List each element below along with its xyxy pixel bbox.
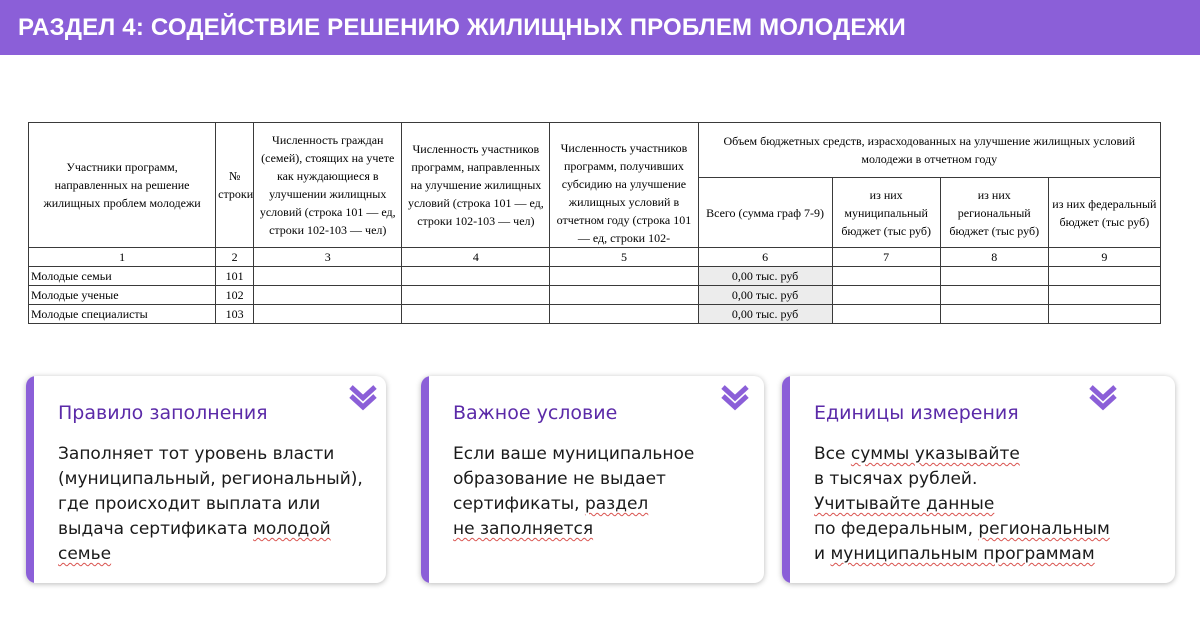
municipal-cell[interactable] [832, 286, 940, 305]
column-number-row [29, 248, 1161, 267]
total-cell: 0,00 тыс. руб [698, 305, 832, 324]
table-row [29, 267, 1161, 286]
municipal-cell[interactable] [832, 267, 940, 286]
regional-cell[interactable] [940, 286, 1048, 305]
info-card-units [782, 376, 1175, 583]
column-number: 4 [402, 248, 550, 267]
card-title: Правило заполнения [58, 402, 268, 424]
federal-cell[interactable] [1048, 286, 1160, 305]
column-number: 7 [832, 248, 940, 267]
regional-cell[interactable] [940, 267, 1048, 286]
column-number: 6 [698, 248, 832, 267]
row-name: Молодые специалисты [29, 305, 216, 324]
total-cell: 0,00 тыс. руб [698, 267, 832, 286]
municipal-cell[interactable] [832, 305, 940, 324]
chevron-down-icon[interactable] [348, 384, 378, 412]
row-code: 103 [216, 305, 254, 324]
header-budget-group: Объем бюджетных средств, израсходованных на улучшение жилищных условий молодежи в отчетном году [698, 123, 1160, 178]
card-text: Если ваше муниципальное образование не выдает сертификаты, раздел не заполняется [453, 444, 695, 539]
section-banner [0, 0, 1200, 55]
program-participants-cell[interactable] [402, 286, 550, 305]
program-participants-cell[interactable] [402, 305, 550, 324]
federal-cell[interactable] [1048, 267, 1160, 286]
column-number: 1 [29, 248, 216, 267]
column-number: 2 [216, 248, 254, 267]
header-municipal: из них муниципальный бюджет (тыс руб) [832, 178, 940, 248]
federal-cell[interactable] [1048, 305, 1160, 324]
table-row [29, 286, 1161, 305]
header-regional: из них региональный бюджет (тыс руб) [940, 178, 1048, 248]
row-name: Молодые ученые [29, 286, 216, 305]
header-total: Всего (сумма граф 7-9) [698, 178, 832, 248]
citizens-cell[interactable] [254, 305, 402, 324]
citizens-cell[interactable] [254, 267, 402, 286]
card-text: Заполняет тот уровень власти (муниципальный, региональный), где происходит выплата или выдача сертификата молодой семье [58, 444, 363, 564]
housing-form-table [28, 122, 1161, 324]
subsidy-recipients-cell[interactable] [550, 286, 698, 305]
row-code: 102 [216, 286, 254, 305]
table-row [29, 305, 1161, 324]
chevron-down-icon[interactable] [720, 384, 750, 412]
info-card-fill-rule [26, 376, 386, 583]
card-text: Все суммы указывайте в тысячах рублей. Учитывайте данные по федеральным, региональным и муниципальным программам [814, 444, 1110, 564]
program-participants-cell[interactable] [402, 267, 550, 286]
column-number: 3 [254, 248, 402, 267]
citizens-cell[interactable] [254, 286, 402, 305]
header-participants: Участники программ, направленных на решение жилищных проблем молодежи [29, 123, 216, 248]
subsidy-recipients-cell[interactable] [550, 305, 698, 324]
card-accent-bar [782, 376, 790, 583]
column-number: 5 [550, 248, 698, 267]
regional-cell[interactable] [940, 305, 1048, 324]
total-cell: 0,00 тыс. руб [698, 286, 832, 305]
card-title: Важное условие [453, 402, 618, 424]
header-subsidy-recipients-text: Численность участников программ, получивших субсидию на улучшение жилищных условий в отчетном году (строка 101 — ед, строки 102- [556, 141, 692, 245]
card-title: Единицы измерения [814, 402, 1019, 424]
subsidy-recipients-cell[interactable] [550, 267, 698, 286]
card-accent-bar [26, 376, 34, 583]
row-name: Молодые семьи [29, 267, 216, 286]
column-number: 9 [1048, 248, 1160, 267]
header-program-participants: Численность участников программ, направленных на улучшение жилищных условий (строка 101 — ед, строки 102-103 — чел) [402, 123, 550, 248]
info-card-important [421, 376, 764, 583]
header-line-no: № строки [216, 123, 254, 248]
row-code: 101 [216, 267, 254, 286]
header-federal: из них федеральный бюджет (тыс руб) [1048, 178, 1160, 248]
column-number: 8 [940, 248, 1048, 267]
section-title: РАЗДЕЛ 4: СОДЕЙСТВИЕ РЕШЕНИЮ ЖИЛИЩНЫХ ПРОБЛЕМ МОЛОДЕЖИ [18, 13, 906, 41]
header-subsidy-recipients [550, 123, 698, 248]
header-citizens: Численность граждан (семей), стоящих на учете как нуждающиеся в улучшении жилищных условий (строка 101 — ед, строки 102-103 — чел) [254, 123, 402, 248]
card-accent-bar [421, 376, 429, 583]
chevron-down-icon[interactable] [1088, 384, 1118, 412]
